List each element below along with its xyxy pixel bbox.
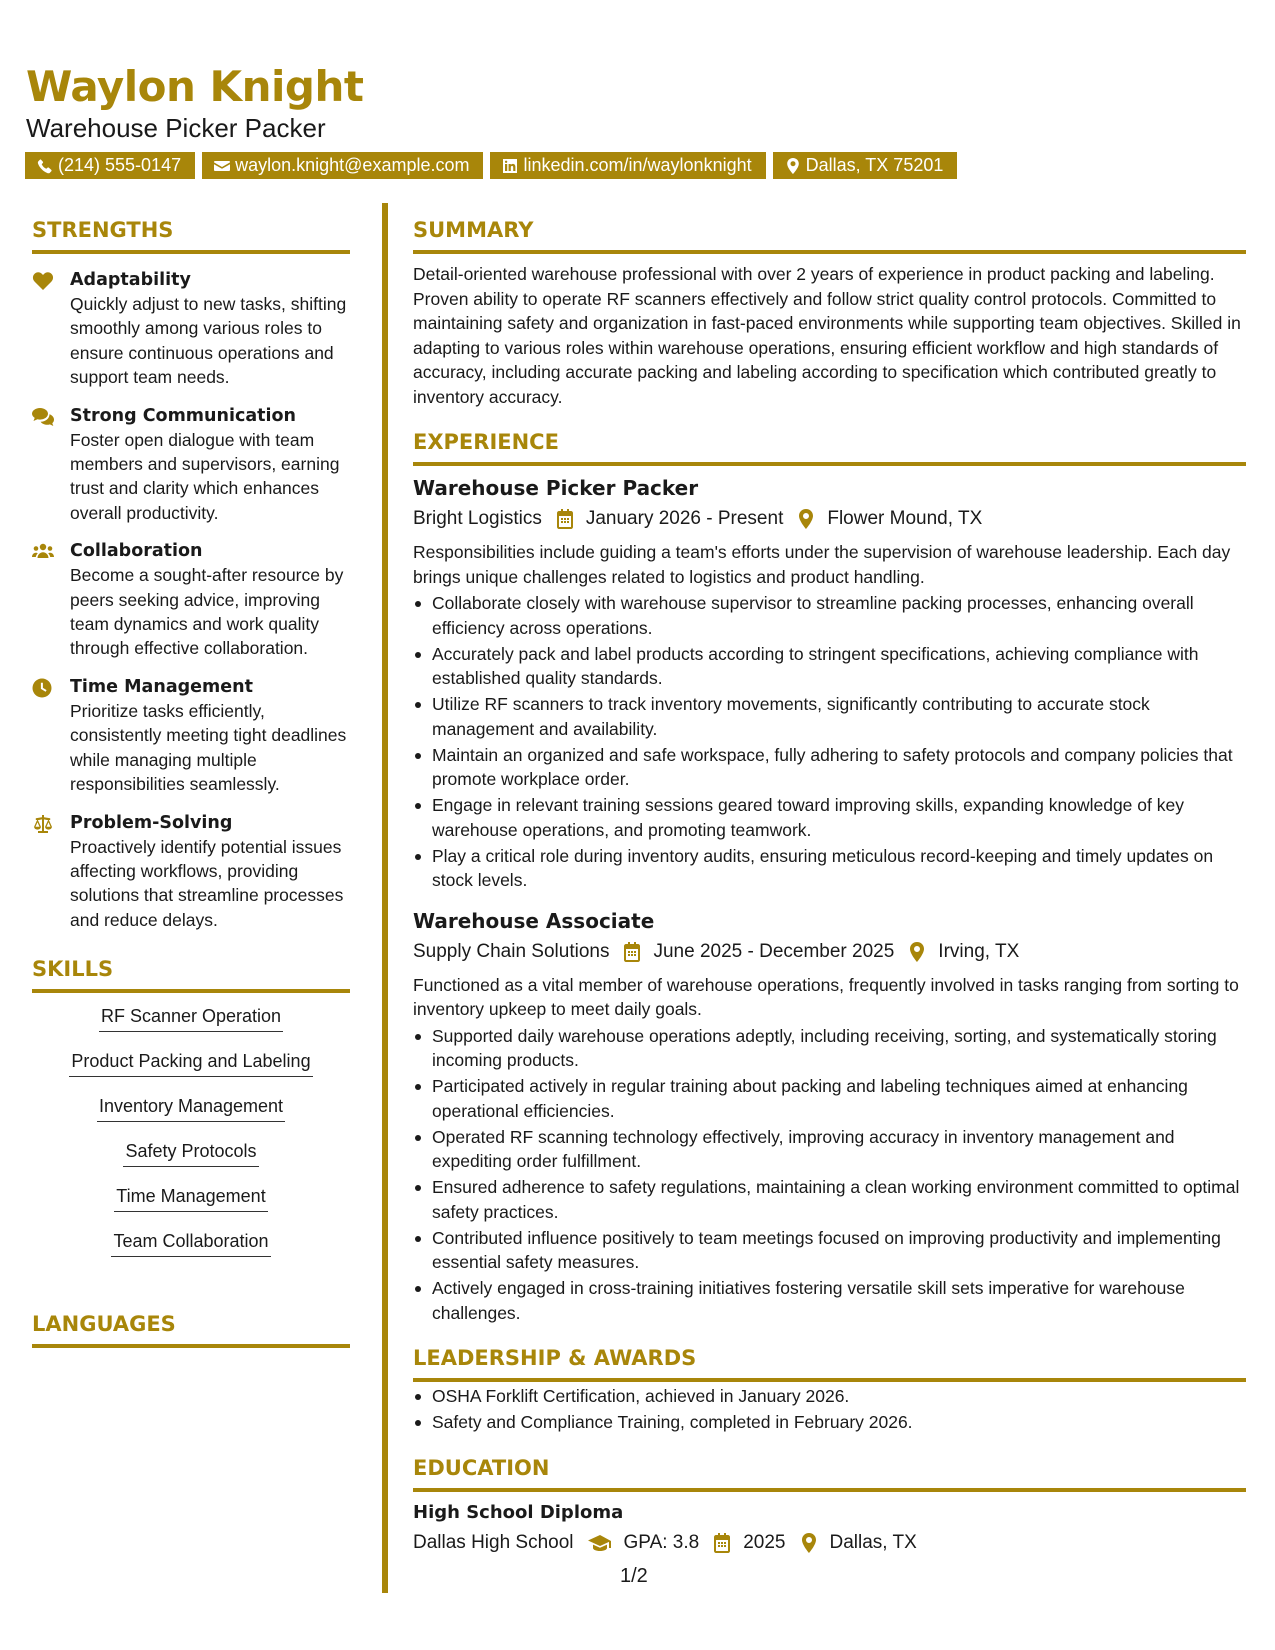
candidate-title: Warehouse Picker Packer [26,113,326,143]
strength-title: Time Management [70,676,253,697]
contact-phone-text: (214) 555-0147 [58,155,182,175]
education-school: Dallas High School [413,1531,574,1553]
job-dates: June 2025 - December 2025 [653,940,895,962]
list-item: Engage in relevant training sessions geared toward improving skills, expanding knowledge of key warehouse operations, and promoting teamwork. [413,793,1246,842]
job-bullets [413,1024,1246,1326]
list-item: Contributed influence positively to team meetings focused on improving productivity and implementing essential safety measures. [413,1226,1246,1275]
list-item: Utilize RF scanners to track inventory movements, significantly contributing to accurate stock management and availability. [413,692,1246,741]
education-year: 2025 [743,1531,786,1553]
strength-desc: Prioritize tasks efficiently, consistently meeting tight deadlines while managing multiple responsibilities seamlessly. [70,700,347,795]
resume-header [26,62,363,144]
skill-item: Safety Protocols [123,1138,258,1167]
graduation-cap-icon [588,1533,612,1553]
job-bullets [413,591,1246,893]
calendar-icon [556,509,574,529]
job-company: Bright Logistics [413,508,542,529]
list-item: Collaborate closely with warehouse supervisor to streamline packing processes, enhancing overall efficiency across operations. [413,591,1246,640]
job-description: Functioned as a vital member of warehouse operations, frequently involved in tasks ranging from sorting to inventory upkeep to meet daily goals. [413,974,1239,1019]
summary-heading: SUMMARY [413,215,1246,254]
list-item: Maintain an organized and safe workspace, fully adhering to safety protocols and company policies that promote workplace order. [413,743,1246,792]
education-gpa: GPA: 3.8 [623,1531,700,1553]
education-location: Dallas, TX [829,1531,917,1553]
job-title: Warehouse Picker Packer [413,476,699,500]
list-item: Supported daily warehouse operations adeptly, including receiving, sorting, and systematically storing incoming products. [413,1024,1246,1073]
education-heading: EDUCATION [413,1453,1246,1492]
job-location: Irving, TX [938,940,1020,962]
skills-list [32,1003,350,1273]
job-company: Supply Chain Solutions [413,940,610,962]
list-item: OSHA Forklift Certification, achieved in January 2026. [413,1384,1246,1409]
contact-bar [25,152,957,179]
contact-email-text: waylon.knight@example.com [235,155,470,175]
contact-phone[interactable] [25,152,195,179]
experience-heading: EXPERIENCE [413,427,1246,466]
clock-icon [32,678,54,698]
job-dates: January 2026 - Present [585,508,784,529]
strength-desc: Proactively identify potential issues affecting workflows, providing solutions that streamline processes and reduce delays. [70,836,344,930]
contact-location[interactable] [773,152,958,179]
list-item: Ensured adherence to safety regulations, maintaining a clean working environment committed to optimal safety practices. [413,1175,1246,1224]
calendar-icon [713,1533,731,1553]
list-item: Participated actively in regular training about packing and labeling techniques aimed at enhancing operational efficiencies. [413,1074,1246,1123]
list-item: Safety and Compliance Training, completed in February 2026. [413,1410,1246,1435]
contact-linkedin-text: linkedin.com/in/waylonknight [523,155,752,175]
list-item: Play a critical role during inventory audits, ensuring meticulous record-keeping and timely updates on stock levels. [413,844,1246,893]
calendar-icon [623,942,641,962]
strength-title: Strong Communication [70,405,296,426]
contact-email[interactable] [202,152,483,179]
location-pin-icon [797,509,815,529]
skill-item: Inventory Management [97,1093,285,1122]
job-meta [413,937,1246,967]
left-column [32,215,350,1348]
strength-item [32,268,350,390]
job-location: Flower Mound, TX [827,508,983,529]
education-degree: High School Diploma [413,1501,624,1523]
heart-icon [32,271,54,291]
location-pin-icon [785,158,801,174]
contact-location-text: Dallas, TX 75201 [805,155,944,175]
awards-heading: LEADERSHIP & AWARDS [413,1343,1246,1382]
list-item: Actively engaged in cross-training initiatives fostering versatile skill sets imperative for warehouse challenges. [413,1276,1246,1325]
languages-heading: LANGUAGES [32,1309,350,1348]
summary-text: Detail-oriented warehouse professional with over 2 years of experience in product packing and labeling. Proven ability to operate RF scanners effectively and follow strict quality control protocols. Committed to maintaining safety and organization in fast-paced environments while supporting team objectives. Skilled in adapting to various roles within warehouse operations, ensuring efficient workflow and high standards of accuracy, including accurate packing and labeling according to specification which contributed greatly to inventory accuracy. [413,264,1241,407]
strength-title: Collaboration [70,541,203,562]
page-number: 1/2 [620,1565,648,1587]
skill-item: Product Packing and Labeling [69,1048,312,1077]
location-pin-icon [800,1533,818,1553]
candidate-name: Waylon Knight [26,62,364,111]
people-group-icon [32,542,54,562]
right-column [413,215,1246,1558]
awards-list [413,1384,1246,1435]
strength-item [32,539,350,661]
job-title: Warehouse Associate [413,908,655,933]
strength-desc: Quickly adjust to new tasks, shifting smoothly among various roles to ensure continuous operations and support team needs. [70,294,347,388]
linkedin-icon [502,158,518,174]
strength-desc: Become a sought-after resource by peers seeking advice, improving team dynamics and work quality through effective collaboration. [70,565,344,659]
strength-item [32,675,350,797]
job-entry [413,474,1246,893]
scale-icon [32,814,54,834]
contact-linkedin[interactable] [490,152,765,179]
location-pin-icon [908,942,926,962]
chat-bubbles-icon [32,407,54,427]
strength-desc: Foster open dialogue with team members and supervisors, earning trust and clarity which enhances overall productivity. [70,429,340,523]
skill-item: Team Collaboration [111,1228,270,1257]
strengths-heading: STRENGTHS [32,215,350,254]
column-divider [382,203,388,1593]
strength-item [32,811,350,933]
strength-title: Adaptability [70,270,191,290]
envelope-icon [214,158,230,174]
list-item: Accurately pack and label products according to stringent specifications, achieving compliance with established quality standards. [413,642,1246,691]
job-meta [413,504,1246,534]
phone-icon [37,158,53,174]
skill-item: RF Scanner Operation [99,1003,283,1032]
education-meta [413,1528,1246,1558]
list-item: Operated RF scanning technology effectively, improving accuracy in inventory management and expediting order fulfillment. [413,1125,1246,1174]
skills-heading: SKILLS [32,954,350,993]
strength-title: Problem-Solving [70,812,233,833]
job-entry [413,907,1246,1326]
skill-item: Time Management [114,1183,267,1212]
strength-item [32,404,350,526]
job-description: Responsibilities include guiding a team's efforts under the supervision of warehouse leadership. Each day brings unique challenges related to logistics and product handling. [413,542,1231,587]
